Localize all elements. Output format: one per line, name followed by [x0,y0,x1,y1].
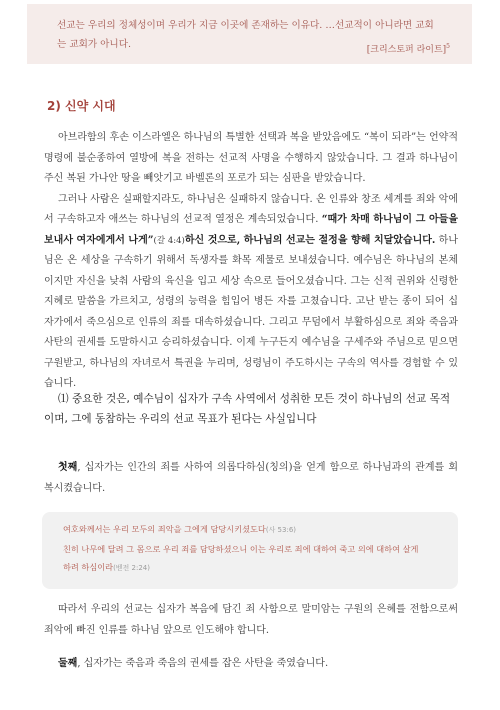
verse-line-3 [63,558,442,578]
quote-source [367,42,450,55]
quote-line-1: 선교는 우리의 정체성이며 우리가 지금 이곳에 존재하는 이유다. …선교적이 아니라면 교회 [57,20,434,31]
verse-1-text: 여호와께서는 우리 모두의 죄악을 그에게 담당시키셨도다 [63,524,266,534]
quote-box [27,4,472,64]
paragraph-after-verses: 따라서 우리의 선교는 십자가 복음에 담긴 죄 사함으로 말미암는 구원의 은혜를 전함으로써 죄악에 빠진 인류를 하나님 앞으로 인도해야 합니다. [44,604,458,636]
paragraph-2 [44,190,458,395]
first-label: 첫째 [58,462,78,473]
verse-2-text: 친히 나무에 달려 그 몸으로 우리 죄를 담당하셨으니 이는 우리로 죄에 대하여 죽고 의에 대하여 살게 [63,543,419,554]
paragraph-2-emphasis: 하신 것으로, 하나님의 선교는 절정을 향해 치달았습니다. [184,234,436,246]
quote-source-text: [크리스토퍼 라이트] [366,45,447,55]
section-heading: 2) 신약 시대 [47,99,116,113]
paragraph-1: 아브라함의 후손 이스라엘은 하나님의 특별한 선택과 복을 받았음에도 “복이 되라”는 언약적 명령에 불순종하여 열방에 복을 전하는 선교적 사명을 수행하지 않았습니다. 그 결과 하나님이 주신 복된 가나안 땅을 빼앗기고 바벨론의 포로가 되는 심판을 받았습니다. [44,132,458,184]
paragraph-2-text-a: 그러나 사람은 실패할지라도, 하나님은 실패하지 않습니다. 온 인류와 창조 세계를 죄와 악에서 구속하고자 애쓰는 하나님의 선교적 열정은 계속되었습니다. [44,193,458,225]
paragraph-2-text-b: 하나님은 온 세상을 구속하기 위해서 독생자를 화목 제물로 보내셨습니다. 예수님은 하나님의 본체이지만 자신을 낮춰 사람의 육신을 입고 세상 속으로 들어오셨습니다. 그는 신적 권위와 신령한 지혜로 말씀을 가르치고, 성령의 능력을 힘입어 병든 자를 고쳤습니다. 고난 받는 종이 되어 십자가에서 죽으심으로 인류의 죄를 대속하셨습니다. 그리고 무덤에서 부활하심으로 죄와 죽음과 사탄의 권세를 도말하시고 승리하셨습니다. 이제 누구든지 예수님을 구세주와 주님으로 믿으면 구원받고, 하나님의 자녀로서 특권을 누리며, 성령님이 주도하시는 구속의 역사를 경험할 수 있습니다. [44,234,458,389]
first-point [44,458,458,499]
quote-line-2: 는 교회가 아니다. [57,39,132,50]
verse-3-text: 하려 하심이라 [63,562,114,572]
body-paragraphs [44,128,458,395]
footnote-mark: 5 [446,43,450,50]
second-text: , 십자가는 죽음과 죽음의 권세를 잡은 사탄을 죽였습니다. [77,658,329,669]
verse-line-1 [63,520,442,540]
verse-3-ref: (벧전 2:24) [113,564,150,572]
paragraph-2-ref: (갈 4:4) [153,235,185,246]
second-label: 둘째 [58,658,78,669]
first-text: , 십자가는 인간의 죄를 사하여 의롭다하심(칭의)을 얻게 함으로 하나님과의 관계를 회복시켰습니다. [44,462,458,494]
verse-box [42,512,458,589]
numbered-point: ⑴ 중요한 것은, 예수님이 십자가 구속 사역에서 성취한 모든 것이 하나님의 선교 목적이며, 그에 동참하는 우리의 선교 목표가 된다는 사실입니다 [44,393,451,425]
verse-line-2 [63,540,442,559]
second-point [44,654,458,675]
verse-1-ref: (사 53:6) [265,526,297,534]
paragraph-2-quote: “때가 차매 하나님이 그 아들을 보내사 여자에게서 나게” [44,214,458,246]
